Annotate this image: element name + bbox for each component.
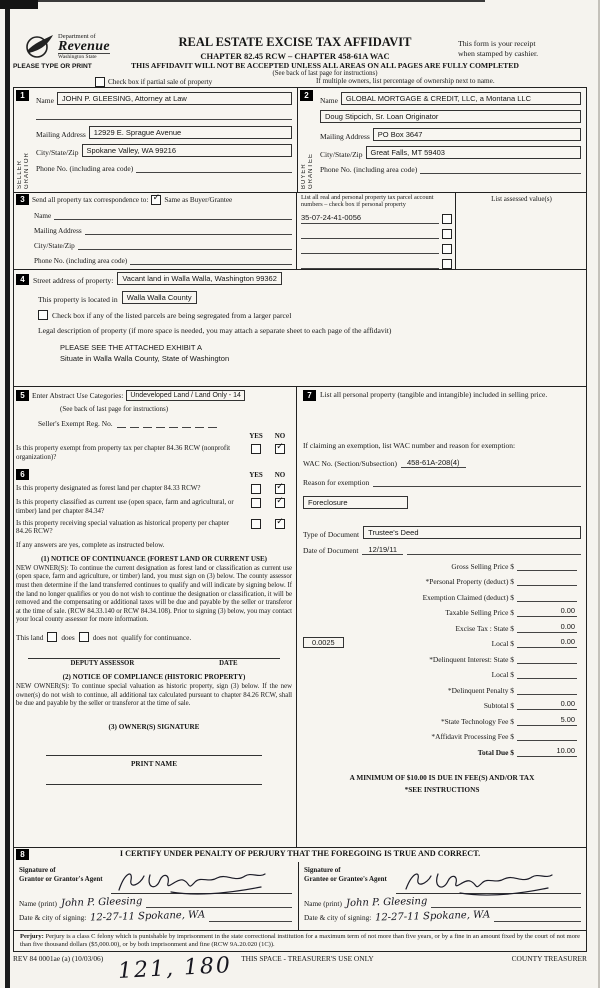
parcel-3-line[interactable] — [301, 243, 439, 254]
grantee-signature-row — [304, 862, 581, 894]
see-back-note: (See back of last page for instructions) — [272, 70, 378, 77]
grantee-date-city-row — [304, 911, 581, 922]
county-treasurer-label: COUNTY TREASURER — [511, 954, 587, 963]
yes-no-header-5 — [16, 432, 292, 440]
nonprofit-yes-checkbox[interactable] — [251, 444, 261, 454]
abstract-use-value[interactable]: Undeveloped Land / Land Only - 14 — [126, 390, 245, 401]
seller-phone-row — [36, 163, 292, 173]
section-3-badge: 3 — [16, 194, 29, 205]
multiple-owners-note: If multiple owners, list percentage of ownership next to name. — [316, 77, 495, 85]
receipt-note-line2: when stamped by cashier. — [458, 48, 539, 58]
grantee-signature — [398, 866, 558, 898]
send-correspondence-row — [16, 194, 292, 205]
total-due-label: Total Due $ — [477, 747, 514, 757]
grantor-date-city-row — [19, 911, 292, 922]
grantor-signature-line[interactable] — [111, 862, 292, 894]
buyer-csz-value[interactable]: Great Falls, MT 59403 — [366, 146, 582, 159]
abstract-use-row — [16, 390, 292, 401]
question-nonprofit-text: Is this property exempt from property tax per chapter 84.36 RCW (nonprofit organization)? — [16, 444, 231, 461]
grantor-name-print-value[interactable]: John P. Gleesing — [60, 895, 143, 910]
no-header-5: NO — [274, 432, 286, 440]
question-current-use-text: Is this property classified as current use (open space, farm and agricultural, or timber) land per chapter 84.34? — [16, 498, 234, 515]
print-name-label: PRINT NAME — [131, 759, 177, 768]
total-due-value[interactable]: 10.00 — [517, 746, 577, 757]
certify-row — [14, 847, 586, 858]
taxable-selling-price-value[interactable]: 0.00 — [517, 606, 577, 617]
personal-property-deduct-value[interactable] — [517, 575, 577, 586]
delinquent-interest-state-label: *Delinquent Interest: State $ — [429, 654, 514, 664]
corr-mailing-line[interactable] — [85, 225, 292, 235]
document-type-value[interactable]: Trustee's Deed — [363, 526, 581, 539]
side-label-grantee: GRANTEE — [308, 152, 314, 189]
money-row-processing-fee — [303, 730, 577, 741]
deputy-date-label: DATE — [219, 660, 238, 667]
document-date-line — [407, 545, 581, 555]
buyer-grantee-section — [297, 88, 586, 192]
section-5-badge: 5 — [16, 390, 29, 401]
historic-yes-checkbox[interactable] — [251, 519, 261, 529]
parcel-1-personal-checkbox[interactable] — [442, 214, 452, 224]
money-row-delinquent-penalty — [303, 684, 577, 695]
partial-sale-label: Check box if partial sale of property — [108, 78, 213, 86]
seller-mailing-label: Mailing Address — [36, 130, 86, 139]
affidavit-processing-fee-value[interactable] — [517, 730, 577, 741]
section-6-badge: 6 — [16, 469, 29, 480]
scan-artifact-top-edge — [0, 0, 485, 2]
reason-line[interactable] — [373, 477, 581, 487]
grantee-date-city-label: Date & city of signing: — [304, 913, 372, 922]
grantor-date-city-label: Date & city of signing: — [19, 913, 87, 922]
form-title: REAL ESTATE EXCISE TAX AFFIDAVIT — [178, 35, 412, 49]
located-in-label: This property is located in — [38, 295, 118, 304]
excise-state-value[interactable]: 0.00 — [517, 622, 577, 633]
document-date-row — [303, 545, 581, 555]
personal-property-deduct-label: *Personal Property (deduct) $ — [425, 577, 514, 586]
street-address-value[interactable]: Vacant land in Walla Walla, Washington 99362 — [117, 272, 282, 285]
seller-csz-row — [36, 144, 292, 157]
money-row-subtotal — [303, 699, 577, 710]
current-use-no-checkbox[interactable] — [275, 498, 285, 508]
wac-label: WAC No. (Section/Subsection) — [303, 459, 397, 468]
corr-mailing-row — [34, 225, 292, 235]
gross-selling-price-value[interactable] — [517, 560, 577, 571]
grantee-name-print-row — [304, 897, 581, 908]
if-yes-note: If any answers are yes, complete as instructed below. — [16, 540, 165, 549]
grantor-signature-row — [19, 862, 292, 894]
parcel-4-line[interactable] — [301, 258, 439, 269]
street-address-row — [16, 272, 582, 285]
seller-name-row — [36, 92, 292, 105]
side-label-seller: SELLER — [17, 159, 23, 189]
legal-description-line2: Situate in Walla Walla County, State of Washington — [60, 354, 230, 363]
does-not-label: does not — [92, 632, 118, 642]
exemption-intro: If claiming an exemption, list WAC number and reason for exemption: — [303, 441, 516, 450]
form-chapter: CHAPTER 82.45 RCW – CHAPTER 458-61A WAC — [200, 51, 390, 61]
buyer-csz-row — [320, 146, 581, 159]
state-technology-fee-value[interactable]: 5.00 — [517, 715, 577, 726]
excise-local-value[interactable]: 0.00 — [517, 637, 577, 648]
seller-name-extra-row — [36, 110, 292, 120]
side-label-grantor: GRANTOR — [24, 152, 30, 189]
notice-continuance-title: (1) NOTICE OF CONTINUANCE (FOREST LAND OR CURRENT USE) — [40, 554, 268, 563]
question-forest-text: Is this property designated as forest land per chapter 84.33 RCW? — [16, 484, 201, 493]
section-1-badge: 1 — [16, 90, 29, 101]
buyer-name-label: Name — [320, 96, 338, 105]
same-as-buyer-checkbox[interactable] — [151, 195, 161, 205]
question-nonprofit-exempt — [16, 444, 292, 461]
legal-description-line1: PLEASE SEE THE ATTACHED EXHIBIT A — [60, 343, 202, 352]
buyer-grantee-side-label — [301, 105, 314, 189]
exemption-claimed-value[interactable] — [517, 591, 577, 602]
buyer-fields — [320, 90, 581, 174]
section-6-header — [16, 469, 292, 480]
taxable-selling-price-label: Taxable Selling Price $ — [445, 608, 514, 617]
right-column — [298, 387, 586, 847]
does-label: does — [61, 632, 75, 642]
property-location-section — [14, 269, 586, 387]
grantee-name-print-value[interactable]: John P. Gleesing — [345, 895, 428, 910]
corr-name-row — [34, 210, 292, 220]
section-4-badge: 4 — [16, 274, 29, 285]
corr-mailing-label: Mailing Address — [34, 227, 82, 235]
please-type-or-print: PLEASE TYPE OR PRINT — [13, 63, 92, 70]
delinquent-interest-local-value[interactable] — [517, 668, 577, 679]
money-row-gross — [303, 560, 577, 571]
money-row-delinquent-interest-local — [303, 668, 577, 679]
state-technology-fee-label: *State Technology Fee $ — [440, 716, 514, 726]
logo-department-of: Department of — [58, 33, 96, 40]
seller-grantor-side-label — [17, 105, 30, 189]
seller-fields — [36, 90, 292, 173]
parties-section — [14, 88, 586, 193]
print-name-line[interactable] — [46, 784, 262, 785]
section-2-badge: 2 — [300, 90, 313, 101]
side-label-buyer: BUYER — [301, 163, 307, 189]
perjury-label: Perjury: — [20, 933, 44, 940]
deputy-assessor-label: DEPUTY ASSESSOR — [70, 660, 135, 667]
tax-correspondence-section — [14, 192, 586, 270]
document-date-label: Date of Document — [303, 546, 359, 555]
minimum-due-note: A MINIMUM OF $10.00 IS DUE IN FEE(S) AND/OR TAX — [349, 772, 535, 782]
excise-local-label: Local $ — [491, 639, 514, 648]
seller-mailing-row — [36, 126, 292, 139]
partial-sale-row — [95, 77, 212, 87]
notice-compliance-title: (2) NOTICE OF COMPLIANCE (HISTORIC PROPERTY) — [62, 673, 246, 681]
parcel-row-2 — [301, 228, 452, 239]
money-row-excise-state — [303, 622, 577, 633]
seller-phone-label: Phone No. (including area code) — [36, 164, 134, 173]
question-historic — [16, 519, 292, 536]
seller-grantor-section — [14, 88, 297, 192]
buyer-name2-row — [320, 110, 581, 123]
buyer-name2-value[interactable]: Doug Stipcich, Sr. Loan Originator — [320, 110, 581, 123]
middle-columns — [14, 387, 586, 848]
scan-artifact-left-edge — [5, 0, 10, 988]
grantor-signature-block — [14, 862, 297, 930]
corr-csz-row — [34, 240, 292, 250]
buyer-mailing-value[interactable]: PO Box 3647 — [373, 128, 581, 141]
money-row-delinquent-interest-state — [303, 653, 577, 664]
seller-name-extra-line[interactable] — [36, 110, 292, 120]
certify-statement: I CERTIFY UNDER PENALTY OF PERJURY THAT THE FOREGOING IS TRUE AND CORRECT. — [119, 849, 481, 858]
dept-of-revenue-logo — [24, 33, 110, 60]
personal-property-row — [303, 390, 581, 401]
located-in-row — [38, 291, 582, 304]
personal-property-label: List all personal property (tangible and intangible) included in selling price. — [320, 390, 548, 399]
exempt-reg-blanks[interactable] — [117, 419, 217, 428]
question-forest-land — [16, 484, 292, 494]
affidavit-processing-fee-label: *Affidavit Processing Fee $ — [431, 732, 514, 741]
money-row-exemption-claimed — [303, 591, 577, 602]
corr-phone-line[interactable] — [130, 255, 292, 265]
parcel-4-personal-checkbox[interactable] — [442, 259, 452, 269]
corr-phone-row — [34, 255, 292, 265]
street-address-label: Street address of property: — [33, 276, 114, 285]
buyer-name-row — [320, 92, 581, 105]
question-current-use — [16, 498, 292, 515]
delinquent-penalty-label: *Delinquent Penalty $ — [447, 685, 514, 695]
grantee-name-print-label: Name (print) — [304, 899, 342, 908]
send-correspondence-label: Send all property tax correspondence to: — [32, 195, 149, 204]
nonprofit-no-checkbox[interactable] — [275, 444, 285, 454]
grantee-date-city-value[interactable]: 12-27-11 Spokane, WA — [375, 909, 491, 924]
parcel-row-3 — [301, 243, 452, 254]
buyer-phone-label: Phone No. (including area code) — [320, 165, 418, 174]
see-instructions-note: *SEE INSTRUCTIONS — [404, 784, 480, 794]
forest-no-checkbox[interactable] — [275, 484, 285, 494]
receipt-note-line1: This form is your receipt — [458, 39, 536, 48]
seller-csz-value[interactable]: Spokane Valley, WA 99216 — [82, 144, 293, 157]
money-row-tech-fee — [303, 715, 577, 726]
buyer-phone-line[interactable] — [420, 164, 581, 174]
parcel-3-personal-checkbox[interactable] — [442, 244, 452, 254]
reason-row — [303, 477, 581, 487]
reason-label: Reason for exemption — [303, 478, 370, 487]
footer-row — [13, 954, 587, 963]
title-block — [130, 35, 460, 61]
corr-phone-label: Phone No. (including area code) — [34, 257, 128, 265]
grantor-date-city-value[interactable]: 12-27-11 Spokane, WA — [90, 909, 206, 924]
legal-description-row — [38, 326, 582, 335]
parcel-row-4 — [301, 258, 452, 269]
money-row-local — [303, 637, 577, 648]
no-header-6: NO — [274, 470, 286, 479]
qualify-row — [16, 632, 292, 642]
grantor-signature — [113, 866, 273, 898]
seller-name-label: Name — [36, 96, 54, 105]
excise-state-label: Excise Tax : State $ — [455, 623, 514, 633]
buyer-csz-label: City/State/Zip — [320, 150, 363, 159]
delinquent-interest-state-value[interactable] — [517, 653, 577, 664]
correspondence-block — [14, 192, 297, 269]
located-in-value[interactable]: Walla Walla County — [122, 291, 197, 304]
grantor-name-print-label: Name (print) — [19, 899, 57, 908]
perjury-body: Perjury is a class C felony which is punishable by imprisonment in the state correctional institution for a maximum term of not more than five years, or by a fine in an amount fixed by the court of not more than five thousand dollars ($5,000.00), or by both imprisonment and fine (RCW 9A.20.020 (1C)). — [20, 933, 581, 949]
legal-description-label: Legal description of property (if more space is needed, you may attach a separate sheet to each page of the affidavit) — [38, 326, 392, 335]
subtotal-value[interactable]: 0.00 — [517, 699, 577, 710]
delinquent-interest-local-label: Local $ — [491, 670, 514, 679]
receipt-note — [458, 39, 586, 58]
assessed-values-header: List assessed value(s) — [491, 195, 552, 203]
parcel-numbers-header: List all real and personal property tax parcel account numbers – check box if personal property — [301, 194, 434, 209]
revenue-swoosh-icon — [24, 33, 54, 60]
abstract-use-label: Enter Abstract Use Categories: — [32, 391, 124, 400]
grantor-date-line — [209, 912, 292, 922]
question-historic-text: Is this property receiving special valuation as historical property per chapter 84.26 RCW? — [16, 519, 230, 536]
acceptance-warning: THIS AFFIDAVIT WILL NOT BE ACCEPTED UNLESS ALL AREAS ON ALL PAGES ARE FULLY COMPLETED — [131, 61, 519, 70]
land-does-not-checkbox[interactable] — [79, 632, 89, 642]
parcel-row-1 — [301, 213, 452, 224]
money-row-personal-property — [303, 575, 577, 586]
current-use-yes-checkbox[interactable] — [251, 498, 261, 508]
owners-signature-line[interactable] — [46, 755, 262, 756]
seller-phone-line[interactable] — [136, 163, 292, 173]
yes-header-6: YES — [249, 470, 263, 479]
document-type-label: Type of Document — [303, 530, 360, 539]
wac-row — [303, 458, 581, 468]
partial-sale-checkbox[interactable] — [95, 77, 105, 87]
personal-property-blank-area[interactable] — [303, 401, 581, 441]
logo-text — [58, 33, 110, 60]
exempt-reg-row — [38, 419, 292, 428]
this-land-label: This land — [16, 632, 44, 642]
gross-selling-price-label: Gross Selling Price $ — [451, 561, 514, 571]
grantor-signature-label: Signature of Grantor or Grantor's Agent — [19, 866, 103, 883]
exemption-claimed-label: Exemption Claimed (deduct) $ — [422, 592, 514, 602]
grantor-name-line — [146, 898, 292, 908]
treasurer-use-only: THIS SPACE - TREASURER'S USE ONLY — [241, 954, 374, 963]
money-row-total-due — [303, 746, 577, 757]
yes-header-5: YES — [249, 432, 263, 440]
notice-compliance-body: NEW OWNER(S): To continue special valuation as historic property, sign (3) below. If the new owner(s) do not wish to continue, all additional tax calculated pursuant to chapter 84.26 RCW, shall be due and payable by the seller or transferor at the time of sale. — [16, 683, 292, 708]
certification-section — [14, 847, 586, 931]
delinquent-penalty-value[interactable] — [517, 684, 577, 695]
deputy-assessor-line — [28, 658, 280, 667]
form-rev-number: REV 84 0001ae (a) (10/03/06) — [13, 954, 104, 963]
grantee-date-line — [494, 912, 581, 922]
grantee-name-line — [431, 898, 581, 908]
logo-washington-state: Washington State — [58, 53, 110, 60]
money-row-taxable — [303, 606, 577, 617]
land-does-checkbox[interactable] — [47, 632, 57, 642]
document-type-row — [303, 526, 581, 539]
corr-csz-line[interactable] — [78, 240, 292, 250]
forest-yes-checkbox[interactable] — [251, 484, 261, 494]
corr-name-line[interactable] — [54, 210, 292, 220]
corr-name-label: Name — [34, 212, 52, 220]
historic-no-checkbox[interactable] — [275, 519, 285, 529]
assessed-values-block — [457, 192, 586, 269]
reason-value-row — [303, 492, 581, 510]
grantor-name-print-row — [19, 897, 292, 908]
notice-continuance-body: NEW OWNER(S): To continue the current designation as forest land or classification as current use (open space, farm and agriculture, or timber) land, you must sign on (3) below. The county assessor must then determine if the land transferred continues to qualify and will indicate by signing below. If the land no longer qualifies or you do not wish to continue the designation or classification, it will be removed and the compensating or additional taxes will be due and payable by the seller or transferor at the time of sale. (RCW 84.33.140 or RCW 84.34.108). Prior to signing (3) below, you may contact your local county assessor for more information. — [16, 564, 292, 624]
buyer-phone-row — [320, 164, 581, 174]
grantee-signature-line[interactable] — [396, 862, 581, 894]
buyer-name-value[interactable]: GLOBAL MORTGAGE & CREDIT, LLC, a Montana LLC — [341, 92, 581, 105]
grantee-signature-label: Signature of Grantee or Grantee's Agent — [304, 866, 387, 883]
wac-value[interactable]: 458-61A-208(4) — [401, 458, 466, 468]
buyer-mailing-label: Mailing Address — [320, 132, 370, 141]
corr-csz-label: City/State/Zip — [34, 242, 75, 250]
handwritten-treasurer-number: 121, 180 — [117, 953, 233, 984]
reason-value[interactable]: Foreclosure — [303, 496, 408, 509]
local-rate-box: 0.0025 — [303, 637, 344, 648]
scan-artifact-corner — [0, 0, 38, 9]
segregated-checkbox[interactable] — [38, 310, 48, 320]
segregated-row — [38, 310, 582, 320]
same-as-buyer-label: Same as Buyer/Grantee — [164, 195, 233, 204]
parcel-2-personal-checkbox[interactable] — [442, 229, 452, 239]
seller-mailing-value[interactable]: 12929 E. Sprague Avenue — [89, 126, 292, 139]
qualify-suffix: qualify for continuance. — [121, 632, 192, 642]
left-column — [14, 387, 297, 847]
form-body — [13, 87, 587, 952]
logo-revenue: Revenue — [58, 39, 110, 54]
parcel-2-line[interactable] — [301, 228, 439, 239]
seller-name-value[interactable]: JOHN P. GLEESING, Attorney at Law — [57, 92, 292, 105]
parcel-numbers-block — [298, 192, 456, 269]
parcel-number-value[interactable]: 35-07-24-41-0056 — [301, 213, 439, 224]
section-7-badge: 7 — [303, 390, 316, 401]
grantee-signature-block — [298, 862, 586, 930]
segregated-label: Check box if any of the listed parcels are being segregated from a larger parcel — [52, 311, 292, 320]
document-date-value[interactable]: 12/19/11 — [362, 545, 403, 555]
exempt-reg-label: Seller's Exempt Reg. No. — [38, 419, 113, 428]
see-back-note-2: (See back of last page for instructions) — [60, 405, 169, 413]
section-8-badge: 8 — [16, 849, 29, 860]
seller-csz-label: City/State/Zip — [36, 148, 79, 157]
perjury-notice — [14, 930, 586, 951]
buyer-mailing-row — [320, 128, 581, 141]
subtotal-label: Subtotal $ — [483, 701, 514, 710]
owners-signature-label: (3) OWNER(S) SIGNATURE — [108, 722, 200, 731]
